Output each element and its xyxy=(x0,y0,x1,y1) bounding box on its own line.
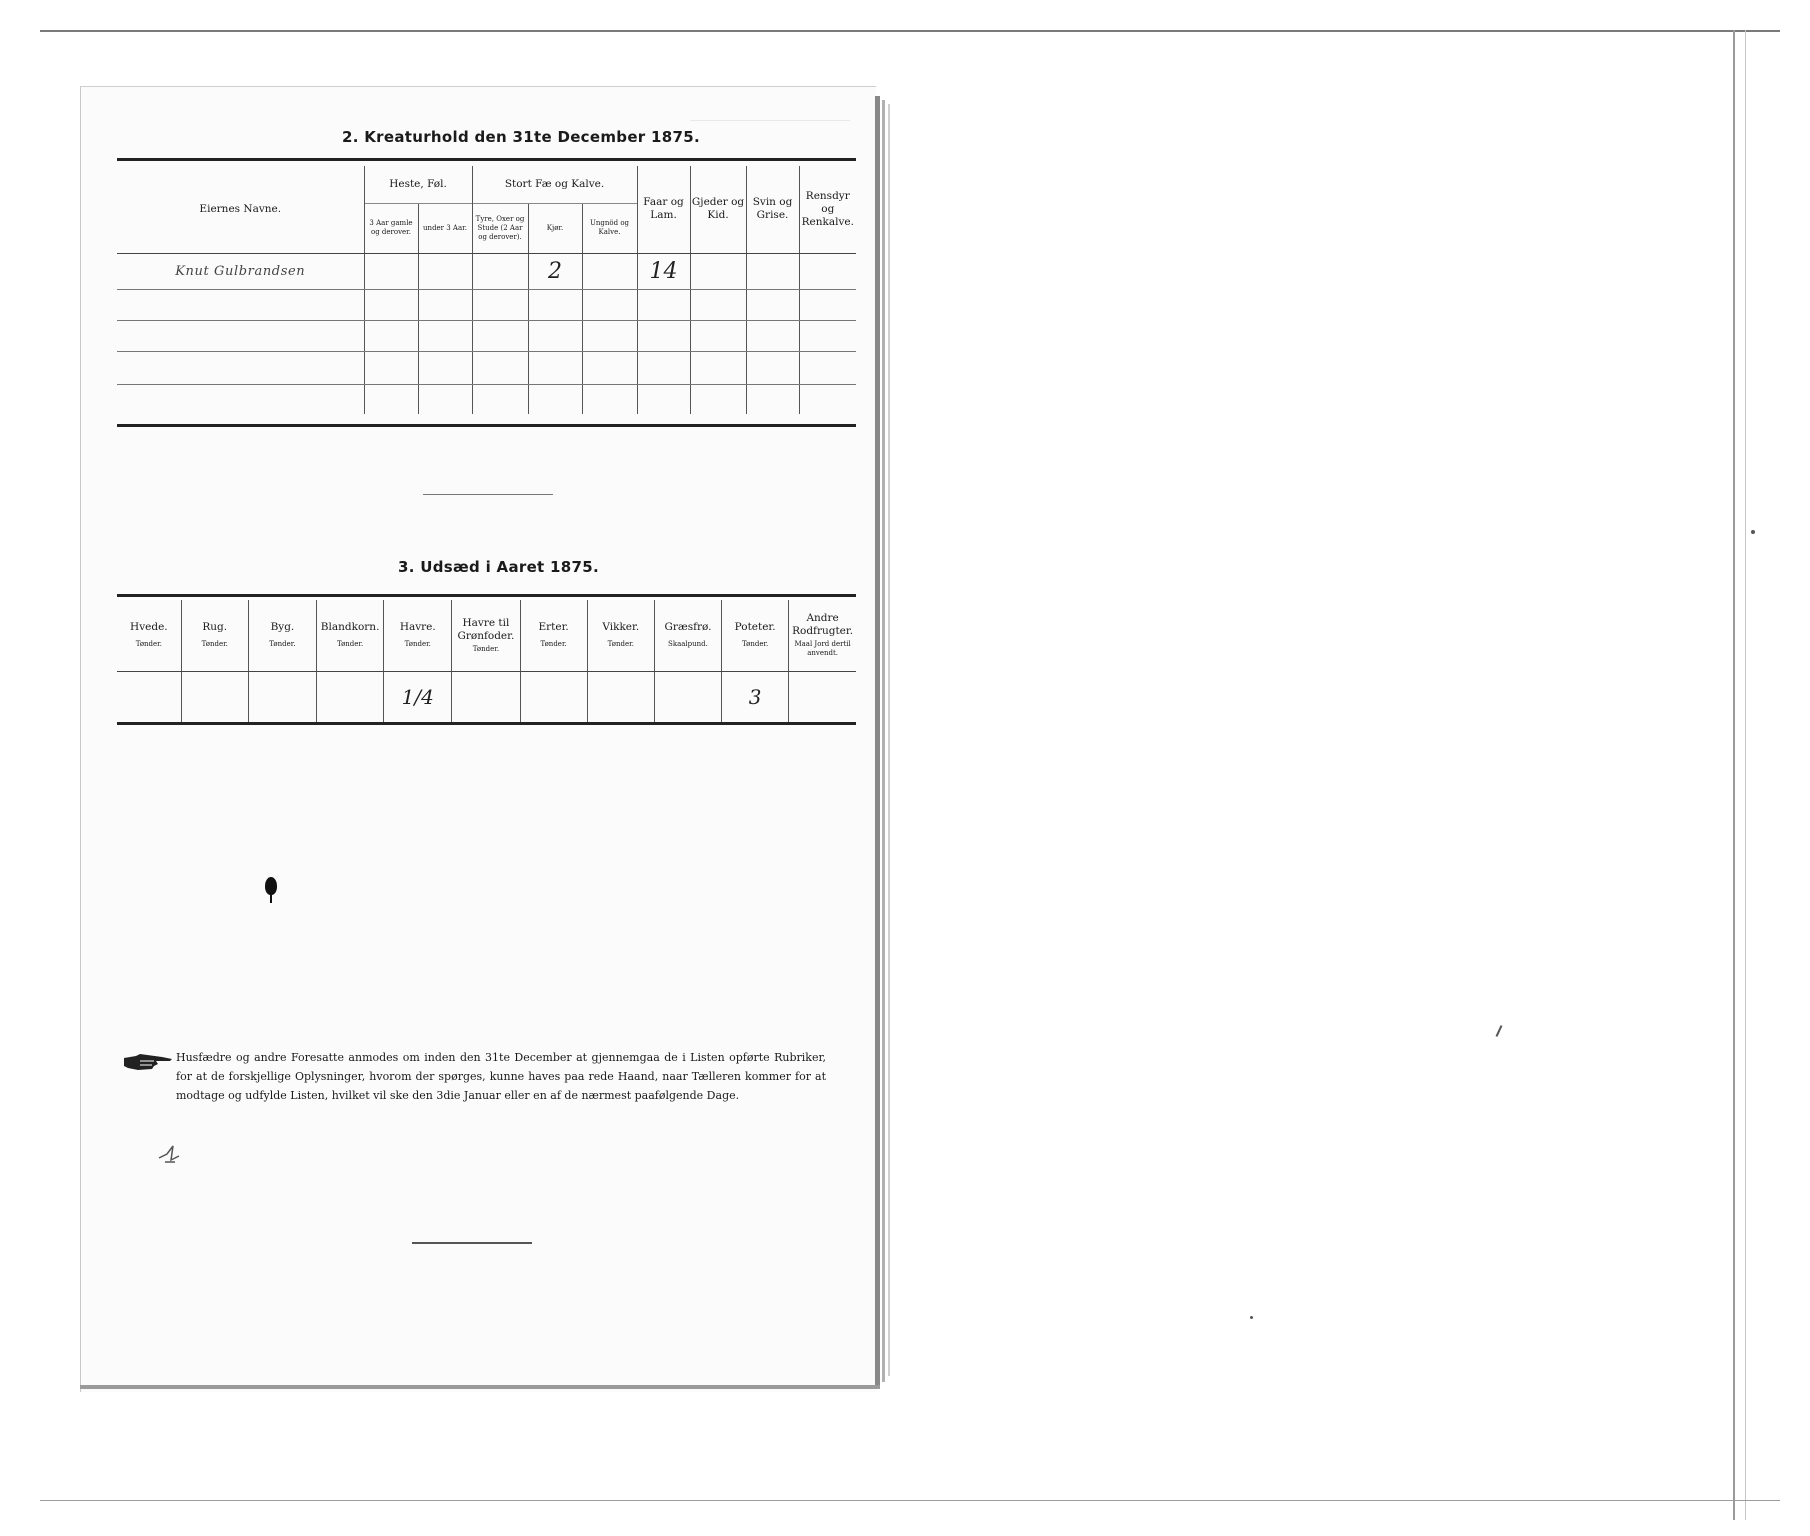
cell xyxy=(418,320,472,351)
page-edge xyxy=(882,100,885,1382)
cell xyxy=(472,320,528,351)
seed-table xyxy=(117,600,856,722)
cell xyxy=(746,384,799,414)
header-sheep: Faar og Lam. xyxy=(637,166,690,253)
header-green-fodder: Havre til Grønfoder. Tønder. xyxy=(452,600,520,671)
header-horses: Heste, Føl. xyxy=(364,166,472,203)
cell xyxy=(637,351,690,384)
cell xyxy=(528,351,582,384)
cell xyxy=(364,351,418,384)
header-root-crops: Andre Rodfrugter. Maal Jord dertil anvendt. xyxy=(789,600,856,671)
bleed-through-line xyxy=(690,120,850,121)
header-horses-under3: under 3 Aar. xyxy=(418,203,472,253)
cell xyxy=(690,253,746,289)
root-crops-value xyxy=(789,671,856,722)
cell xyxy=(799,351,856,384)
cell xyxy=(117,351,364,384)
ink-blot-tail xyxy=(270,893,272,903)
instruction-notice: Husfædre og andre Foresatte anmodes om inden den 31te December at gjennemgaa de i Listen opførte Rubriker, for at de forskjellige Oplysninger, hvorom der spørges, kunne haves paa rede Haand, naar Tælleren kommer for at modtage og udfylde Listen, hvilket vil ske den 3die Januar eller en af de nærmest paafølgende Dage. xyxy=(176,1051,826,1102)
cell xyxy=(690,351,746,384)
cell xyxy=(418,384,472,414)
header-young-cattle: Ungnöd og Kalve. xyxy=(582,203,637,253)
cell xyxy=(364,289,418,320)
cell xyxy=(746,320,799,351)
cell xyxy=(582,253,637,289)
livestock-table xyxy=(117,166,856,414)
header-reindeer: Rensdyr og Renkalve. xyxy=(799,166,856,253)
header-rye: Rug. Tønder. xyxy=(181,600,248,671)
cell xyxy=(117,384,364,414)
header-owners: Eiernes Navne. xyxy=(117,166,364,253)
table-top-rule xyxy=(117,158,856,161)
cell xyxy=(799,384,856,414)
scan-border-top xyxy=(40,30,1780,32)
table-row xyxy=(117,320,856,351)
table-bottom-rule xyxy=(117,722,856,725)
cell xyxy=(418,289,472,320)
cell xyxy=(364,253,418,289)
page-edge xyxy=(875,96,880,1386)
owner-name-cell: Knut Gulbrandsen xyxy=(117,253,364,289)
stray-mark xyxy=(1250,1316,1253,1319)
green-fodder-value xyxy=(452,671,520,722)
header-oats: Havre. Tønder. xyxy=(384,600,452,671)
cell xyxy=(364,320,418,351)
grass-seed-value xyxy=(654,671,721,722)
cell xyxy=(637,289,690,320)
cell xyxy=(746,253,799,289)
page-edge-bottom xyxy=(80,1385,880,1389)
cell xyxy=(528,289,582,320)
cell xyxy=(528,384,582,414)
header-cattle: Stort Fæ og Kalve. xyxy=(472,166,637,203)
table-row xyxy=(117,253,856,289)
cell xyxy=(418,253,472,289)
cell xyxy=(472,289,528,320)
scan-border-bottom xyxy=(40,1500,1780,1501)
scan-border-right xyxy=(1733,30,1735,1520)
sheep-value: 14 xyxy=(637,253,690,289)
cell xyxy=(746,289,799,320)
potatoes-value: 3 xyxy=(722,671,789,722)
cell xyxy=(582,351,637,384)
header-potatoes: Poteter. Tønder. xyxy=(722,600,789,671)
header-pigs: Svin og Grise. xyxy=(746,166,799,253)
pointing-hand-icon xyxy=(122,1052,174,1072)
table-row xyxy=(117,671,856,722)
peas-value xyxy=(520,671,587,722)
cell xyxy=(799,253,856,289)
header-vetch: Vikker. Tønder. xyxy=(587,600,654,671)
cell xyxy=(582,384,637,414)
table-top-rule xyxy=(117,594,856,597)
cell xyxy=(364,384,418,414)
cell xyxy=(582,320,637,351)
cell xyxy=(690,320,746,351)
section3-title: 3. Udsæd i Aaret 1875. xyxy=(398,558,599,576)
cell xyxy=(117,289,364,320)
pencil-scribble xyxy=(155,1140,185,1166)
rye-value xyxy=(181,671,248,722)
header-peas: Erter. Tønder. xyxy=(520,600,587,671)
vetch-value xyxy=(587,671,654,722)
header-mixed-grain: Blandkorn. Tønder. xyxy=(317,600,384,671)
wheat-value xyxy=(117,671,181,722)
page-edge xyxy=(888,104,890,1376)
divider xyxy=(412,1242,532,1244)
cows-value: 2 xyxy=(528,253,582,289)
header-goats: Gjeder og Kid. xyxy=(690,166,746,253)
mixed-grain-value xyxy=(317,671,384,722)
divider xyxy=(423,494,553,495)
table-bottom-rule xyxy=(117,424,856,427)
header-grass-seed: Græsfrø. Skaalpund. xyxy=(654,600,721,671)
stray-mark xyxy=(1751,530,1755,534)
header-wheat: Hvede. Tønder. xyxy=(117,600,181,671)
scan-border-right-inner xyxy=(1745,30,1746,1520)
oats-value: 1/4 xyxy=(384,671,452,722)
cell xyxy=(528,320,582,351)
cell xyxy=(472,253,528,289)
section2-title: 2. Kreaturhold den 31te December 1875. xyxy=(342,128,700,146)
cell xyxy=(637,320,690,351)
header-cows: Kjør. xyxy=(528,203,582,253)
cell xyxy=(418,351,472,384)
table-row xyxy=(117,384,856,414)
header-barley: Byg. Tønder. xyxy=(248,600,316,671)
cell xyxy=(637,384,690,414)
cell xyxy=(472,384,528,414)
table-row xyxy=(117,351,856,384)
header-bulls: Tyre, Oxer og Stude (2 Aar og derover). xyxy=(472,203,528,253)
barley-value xyxy=(248,671,316,722)
cell xyxy=(117,320,364,351)
header-horses-3yr: 3 Aar gamle og derover. xyxy=(364,203,418,253)
cell xyxy=(690,384,746,414)
cell xyxy=(472,351,528,384)
cell xyxy=(799,320,856,351)
cell xyxy=(799,289,856,320)
table-row xyxy=(117,289,856,320)
cell xyxy=(746,351,799,384)
cell xyxy=(582,289,637,320)
cell xyxy=(690,289,746,320)
